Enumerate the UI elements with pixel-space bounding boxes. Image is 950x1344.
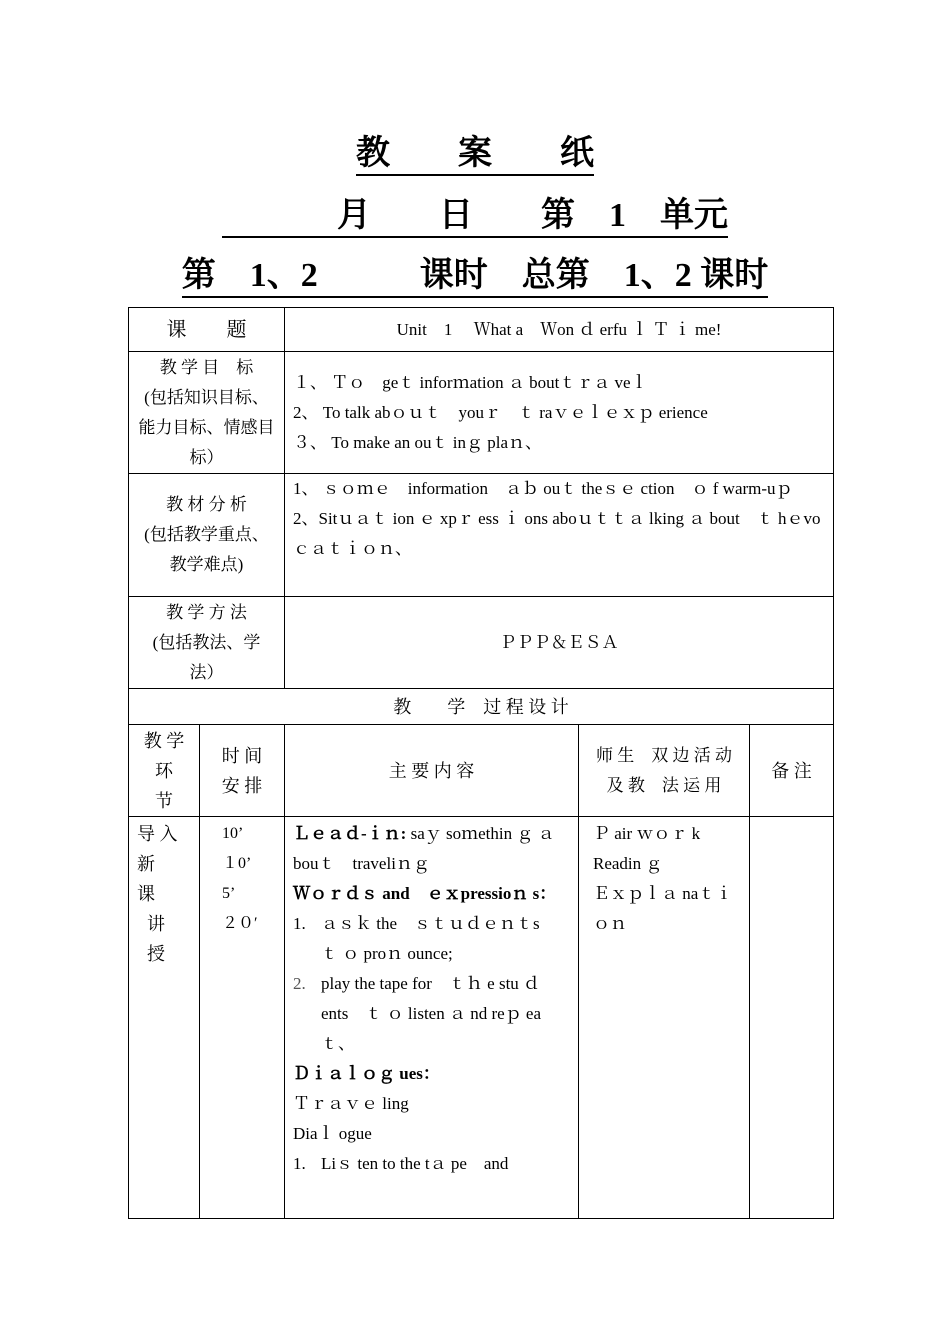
topic-row [129, 308, 834, 352]
process-header-row [129, 725, 834, 817]
leadin-line [293, 819, 570, 879]
topic-label: 课 题 [129, 308, 285, 352]
stage-line: 导 入 [137, 824, 178, 844]
materials-item: 1、 ｓｏｍｅ information ａｂ ouｔ theｓｅ ction ｏ f warm-uｐ [293, 479, 793, 498]
time-item: 5’ [222, 885, 236, 902]
materials-label-line: (包括教学重点、 [144, 525, 269, 544]
method-label-line: 法） [189, 662, 224, 682]
col-stage-header [129, 725, 200, 817]
stage-line: 授 [147, 944, 165, 964]
goals-label-line: 能力目标、情感目 [138, 417, 275, 437]
time-cell [200, 817, 285, 1219]
col-activity-header [579, 725, 750, 817]
goals-label [129, 352, 285, 474]
stage-cell [129, 817, 200, 1219]
lesson-plan-table [128, 307, 834, 1219]
leadin-label: Ｌｅａｄ-ｉｎ: [293, 824, 407, 843]
process-title-row [129, 689, 834, 725]
stage-line: 课 [137, 884, 155, 904]
col-content-header: 主 要 内 容 [285, 725, 579, 817]
goal-item: １、 Ｔｏ geｔ inforｍation ａ boutｔｒａ veｌ [293, 372, 648, 392]
date-unit-line [0, 196, 950, 238]
goal-item: 2、 To talk abｏｕｔ youｒ ｔ raｖｅｌｅｘｐ erience [293, 402, 708, 422]
col-activity-line: 师 生 双 边 活 动 [596, 745, 732, 765]
col-note-header: 备 注 [750, 725, 834, 817]
goals-row [129, 352, 834, 474]
dialogues-label: Ｄｉａｌｏｇ ues： [293, 1064, 440, 1083]
dialogue-steps [293, 1149, 570, 1179]
date-unit-text: 月 日 第 1 单元 [222, 196, 728, 238]
materials-label [129, 474, 285, 597]
step-text: ａｓｋ the ｓｔｕｄｅｎｔs ｔ ｏ proｎ ounce; [321, 914, 557, 963]
time-item: 10’ [222, 825, 244, 842]
words-label: Ｗｏｒｄｓ and ｅｘpressioｎ s： [293, 884, 557, 903]
step-number: 2. [293, 974, 306, 993]
step-item [293, 1149, 570, 1179]
traveling-text: Ｔｒａｖｅ ling [293, 1094, 409, 1113]
step-number: 1. [293, 1154, 306, 1173]
goal-item: ３、 To make an ouｔ inｇ plaｎ、 [293, 432, 543, 452]
goals-label-line: (包括知识目标、 [144, 387, 269, 407]
process-body-row [129, 817, 834, 1219]
topic-value: Unit 1 Ｗhat a Ｗon ｄ erfu ｌ Ｔ ｉ me! [285, 308, 834, 352]
col-stage-line: 教 学 [143, 730, 185, 751]
step-number: 1. [293, 914, 306, 933]
col-activity-line: 及 教 法 运 用 [606, 775, 722, 795]
goals-content [285, 352, 834, 474]
activity-item: Ｅｘｐｌａ naｔｉｏｎ [593, 884, 733, 933]
activity-cell [579, 817, 750, 1219]
method-label [129, 597, 285, 689]
materials-label-line: 教学难点) [169, 555, 244, 574]
steps-list [293, 909, 570, 1059]
col-time-line: 安 排 [221, 775, 263, 796]
method-value: ＰＰＰ＆ＥＳＡ [285, 597, 834, 689]
leadin-text: saｙ soｍethin ｇ ａ bouｔ traveliｎｇ [293, 824, 555, 873]
materials-item: 2、Sitｕａｔ ion ｅ xpｒ ess ｉ ons aboｕｔｔａ lking ａ bout ｔ hｅvoｃａｔｉｏｎ、 [293, 509, 821, 558]
page-title [0, 134, 950, 176]
stage-line: 新 [137, 854, 155, 874]
time-item: ２０′ [222, 915, 258, 932]
activity-item: Ｐ air ｗｏｒ k [593, 824, 701, 843]
col-stage-line: 环 [155, 760, 173, 781]
dialogue-text: Diaｌ ogue [293, 1124, 372, 1143]
process-title: 教 学 过 程 设 计 [129, 689, 834, 725]
col-time-header [200, 725, 285, 817]
step-text: Liｓ ten to the tａ pe and [321, 1154, 509, 1173]
note-cell [750, 817, 834, 1219]
method-row [129, 597, 834, 689]
title-text: 教 案 纸 [356, 134, 594, 176]
content-cell [285, 817, 579, 1219]
step-item [293, 909, 570, 969]
materials-label-line: 教 材 分 析 [166, 495, 247, 514]
materials-row [129, 474, 834, 597]
goals-label-line: 教 学 目 标 [159, 357, 254, 377]
step-item [293, 969, 570, 1059]
method-label-line: 教 学 方 法 [166, 602, 247, 622]
materials-content [285, 474, 834, 597]
time-item: １0’ [222, 855, 252, 872]
stage-line: 讲 [147, 914, 165, 934]
col-stage-line: 节 [155, 790, 173, 811]
col-time-line: 时 间 [221, 745, 263, 766]
goals-label-line: 标） [189, 447, 224, 467]
lesson-line [0, 256, 950, 298]
step-text: play the tape for ｔｈ e stu ｄ ents ｔ ｏ listen ａ nd reｐ eaｔ、 [321, 974, 542, 1053]
activity-item: Readin ｇ [593, 854, 663, 873]
lesson-text: 第 1、2 课时 总第 1、2 课时 [182, 256, 769, 298]
method-label-line: (包括教法、学 [152, 632, 261, 652]
